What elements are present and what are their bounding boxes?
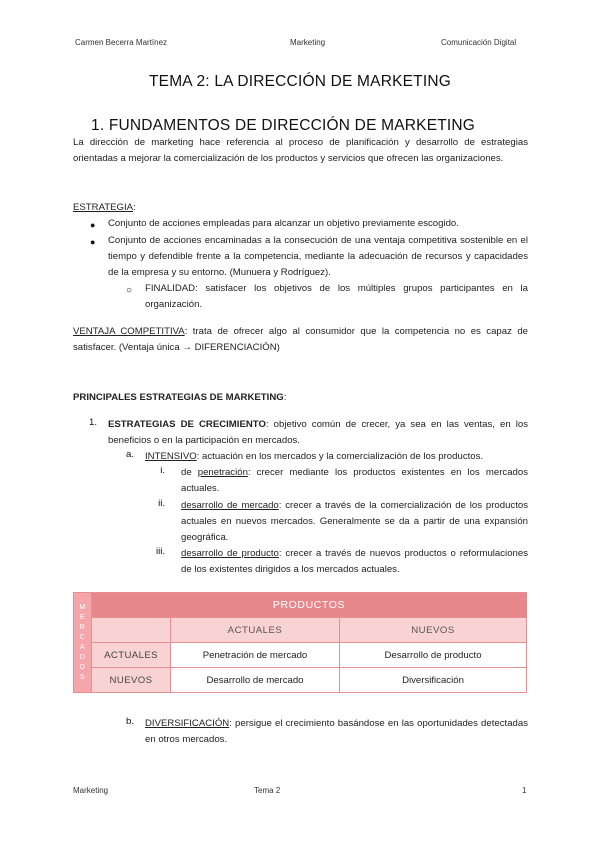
diversificacion-paragraph <box>145 716 528 748</box>
crecimiento-label: ESTRATEGIAS DE CRECIMIENTO <box>108 419 266 430</box>
side-letter: S <box>79 673 86 681</box>
circle-bullet-icon: ○ <box>126 285 133 296</box>
estrategia-label: ESTRATEGIA <box>73 202 134 213</box>
finalidad-text: FINALIDAD: satisfacer los objetivos de los múltiples grupos participantes en la organización. <box>145 283 528 311</box>
mercados-side-label <box>74 593 92 693</box>
cell-desarrollo-producto: Desarrollo de producto <box>340 643 527 668</box>
desarrollo-mercado-paragraph <box>181 498 528 547</box>
productos-header: PRODUCTOS <box>92 593 527 618</box>
footer-page-number: 1 <box>522 786 527 795</box>
ventaja-text: : trata de ofrecer algo al consumidor que la competencia no es capaz de satisfacer. (Ventaja única → DIFERENCIACIÓN) <box>73 326 528 354</box>
penetracion-text: : crecer mediante los productos existentes en los mercados actuales. <box>181 467 528 495</box>
principales-heading-line <box>73 390 286 406</box>
estrategia-label-line: ESTRATEGIA: <box>73 202 136 213</box>
side-letter: E <box>79 613 86 621</box>
page-title: TEMA 2: LA DIRECCIÓN DE MARKETING <box>148 73 452 90</box>
list-roman: i. <box>160 465 165 476</box>
section-heading: 1. FUNDAMENTOS DE DIRECCIÓN DE MARKETING <box>91 117 476 134</box>
intensivo-text: : actuación en los mercados y la comercialización de los productos. <box>196 451 484 462</box>
list-number: 1. <box>88 417 97 428</box>
header-author: Carmen Becerra Martínez <box>75 38 168 47</box>
crecimiento-text: : objetivo común de crecer, ya sea en las ventas, en los beneficios o en la participación en mercados. <box>108 419 528 447</box>
col-actuales: ACTUALES <box>171 618 340 643</box>
intro-paragraph: La dirección de marketing hace referencia al proceso de planificación y desarrollo de estrategias orientadas a mejorar la comercialización de los productos y servicios que ofrecen las organizaciones. <box>73 137 528 165</box>
cell-penetracion: Penetración de mercado <box>171 643 340 668</box>
bullet-icon: ● <box>90 220 96 230</box>
side-letter: M <box>79 603 86 611</box>
desarrollo-mercado-label: desarrollo de mercado <box>181 500 279 511</box>
list-roman: ii. <box>158 498 165 509</box>
penetracion-prefix: de <box>181 467 198 478</box>
footer-subject: Marketing <box>73 786 109 795</box>
row-actuales: ACTUALES <box>92 643 171 668</box>
side-letter: A <box>79 643 86 651</box>
footer-topic: Tema 2 <box>254 786 281 795</box>
principales-heading: PRINCIPALES ESTRATEGIAS DE MARKETING <box>73 392 284 403</box>
desarrollo-producto-paragraph <box>181 546 528 578</box>
penetracion-label: penetración <box>197 467 248 478</box>
intensivo-label: INTENSIVO <box>145 451 197 462</box>
side-letter: R <box>79 623 86 631</box>
principales-colon: : <box>283 392 287 403</box>
crecimiento-paragraph <box>108 417 528 449</box>
ansoff-matrix <box>73 592 527 693</box>
col-nuevos: NUEVOS <box>340 618 527 643</box>
bullet-icon: ● <box>90 237 96 247</box>
list-roman: iii. <box>155 546 165 557</box>
cell-diversificacion: Diversificación <box>340 668 527 693</box>
list-letter: b. <box>125 716 134 727</box>
header-subject: Marketing <box>290 38 326 47</box>
diversificacion-text: : persigue el crecimiento basándose en las oportunidades detectadas en otros mercados. <box>145 718 528 746</box>
intensivo-paragraph <box>145 449 528 465</box>
estrategia-bullet-1: Conjunto de acciones empleadas para alcanzar un objetivo previamente escogido. <box>108 218 459 229</box>
cell-desarrollo-mercado: Desarrollo de mercado <box>171 668 340 693</box>
matrix-corner <box>92 618 171 643</box>
header-degree: Comunicación Digital <box>441 38 517 47</box>
row-nuevos: NUEVOS <box>92 668 171 693</box>
side-letter: D <box>79 653 86 661</box>
list-letter: a. <box>125 449 134 460</box>
side-letter: O <box>79 663 86 671</box>
ventaja-paragraph <box>73 324 528 356</box>
diversificacion-label: DIVERSIFICACIÓN <box>145 718 230 729</box>
estrategia-bullet-2: Conjunto de acciones encaminadas a la consecución de una ventaja competitiva sostenible en el tiempo y defendible frente a la competencia, mediante la adecuación de recursos y capacidades de la empresa y su entorno. (Munuera y Rodríguez). <box>108 235 528 279</box>
desarrollo-mercado-text: : crecer a través de la comercialización de los productos actuales en nuevos mercados. Generalmente se da a partir de una expansión geográfica. <box>181 500 528 544</box>
side-letter: C <box>79 633 86 641</box>
penetracion-paragraph <box>181 465 528 497</box>
desarrollo-producto-text: : crecer a través de nuevos productos o reformulaciones de los existentes dirigidos a los mercados actuales. <box>181 548 528 576</box>
desarrollo-producto-label: desarrollo de producto <box>181 548 279 559</box>
ventaja-label: VENTAJA COMPETITIVA <box>73 326 185 337</box>
